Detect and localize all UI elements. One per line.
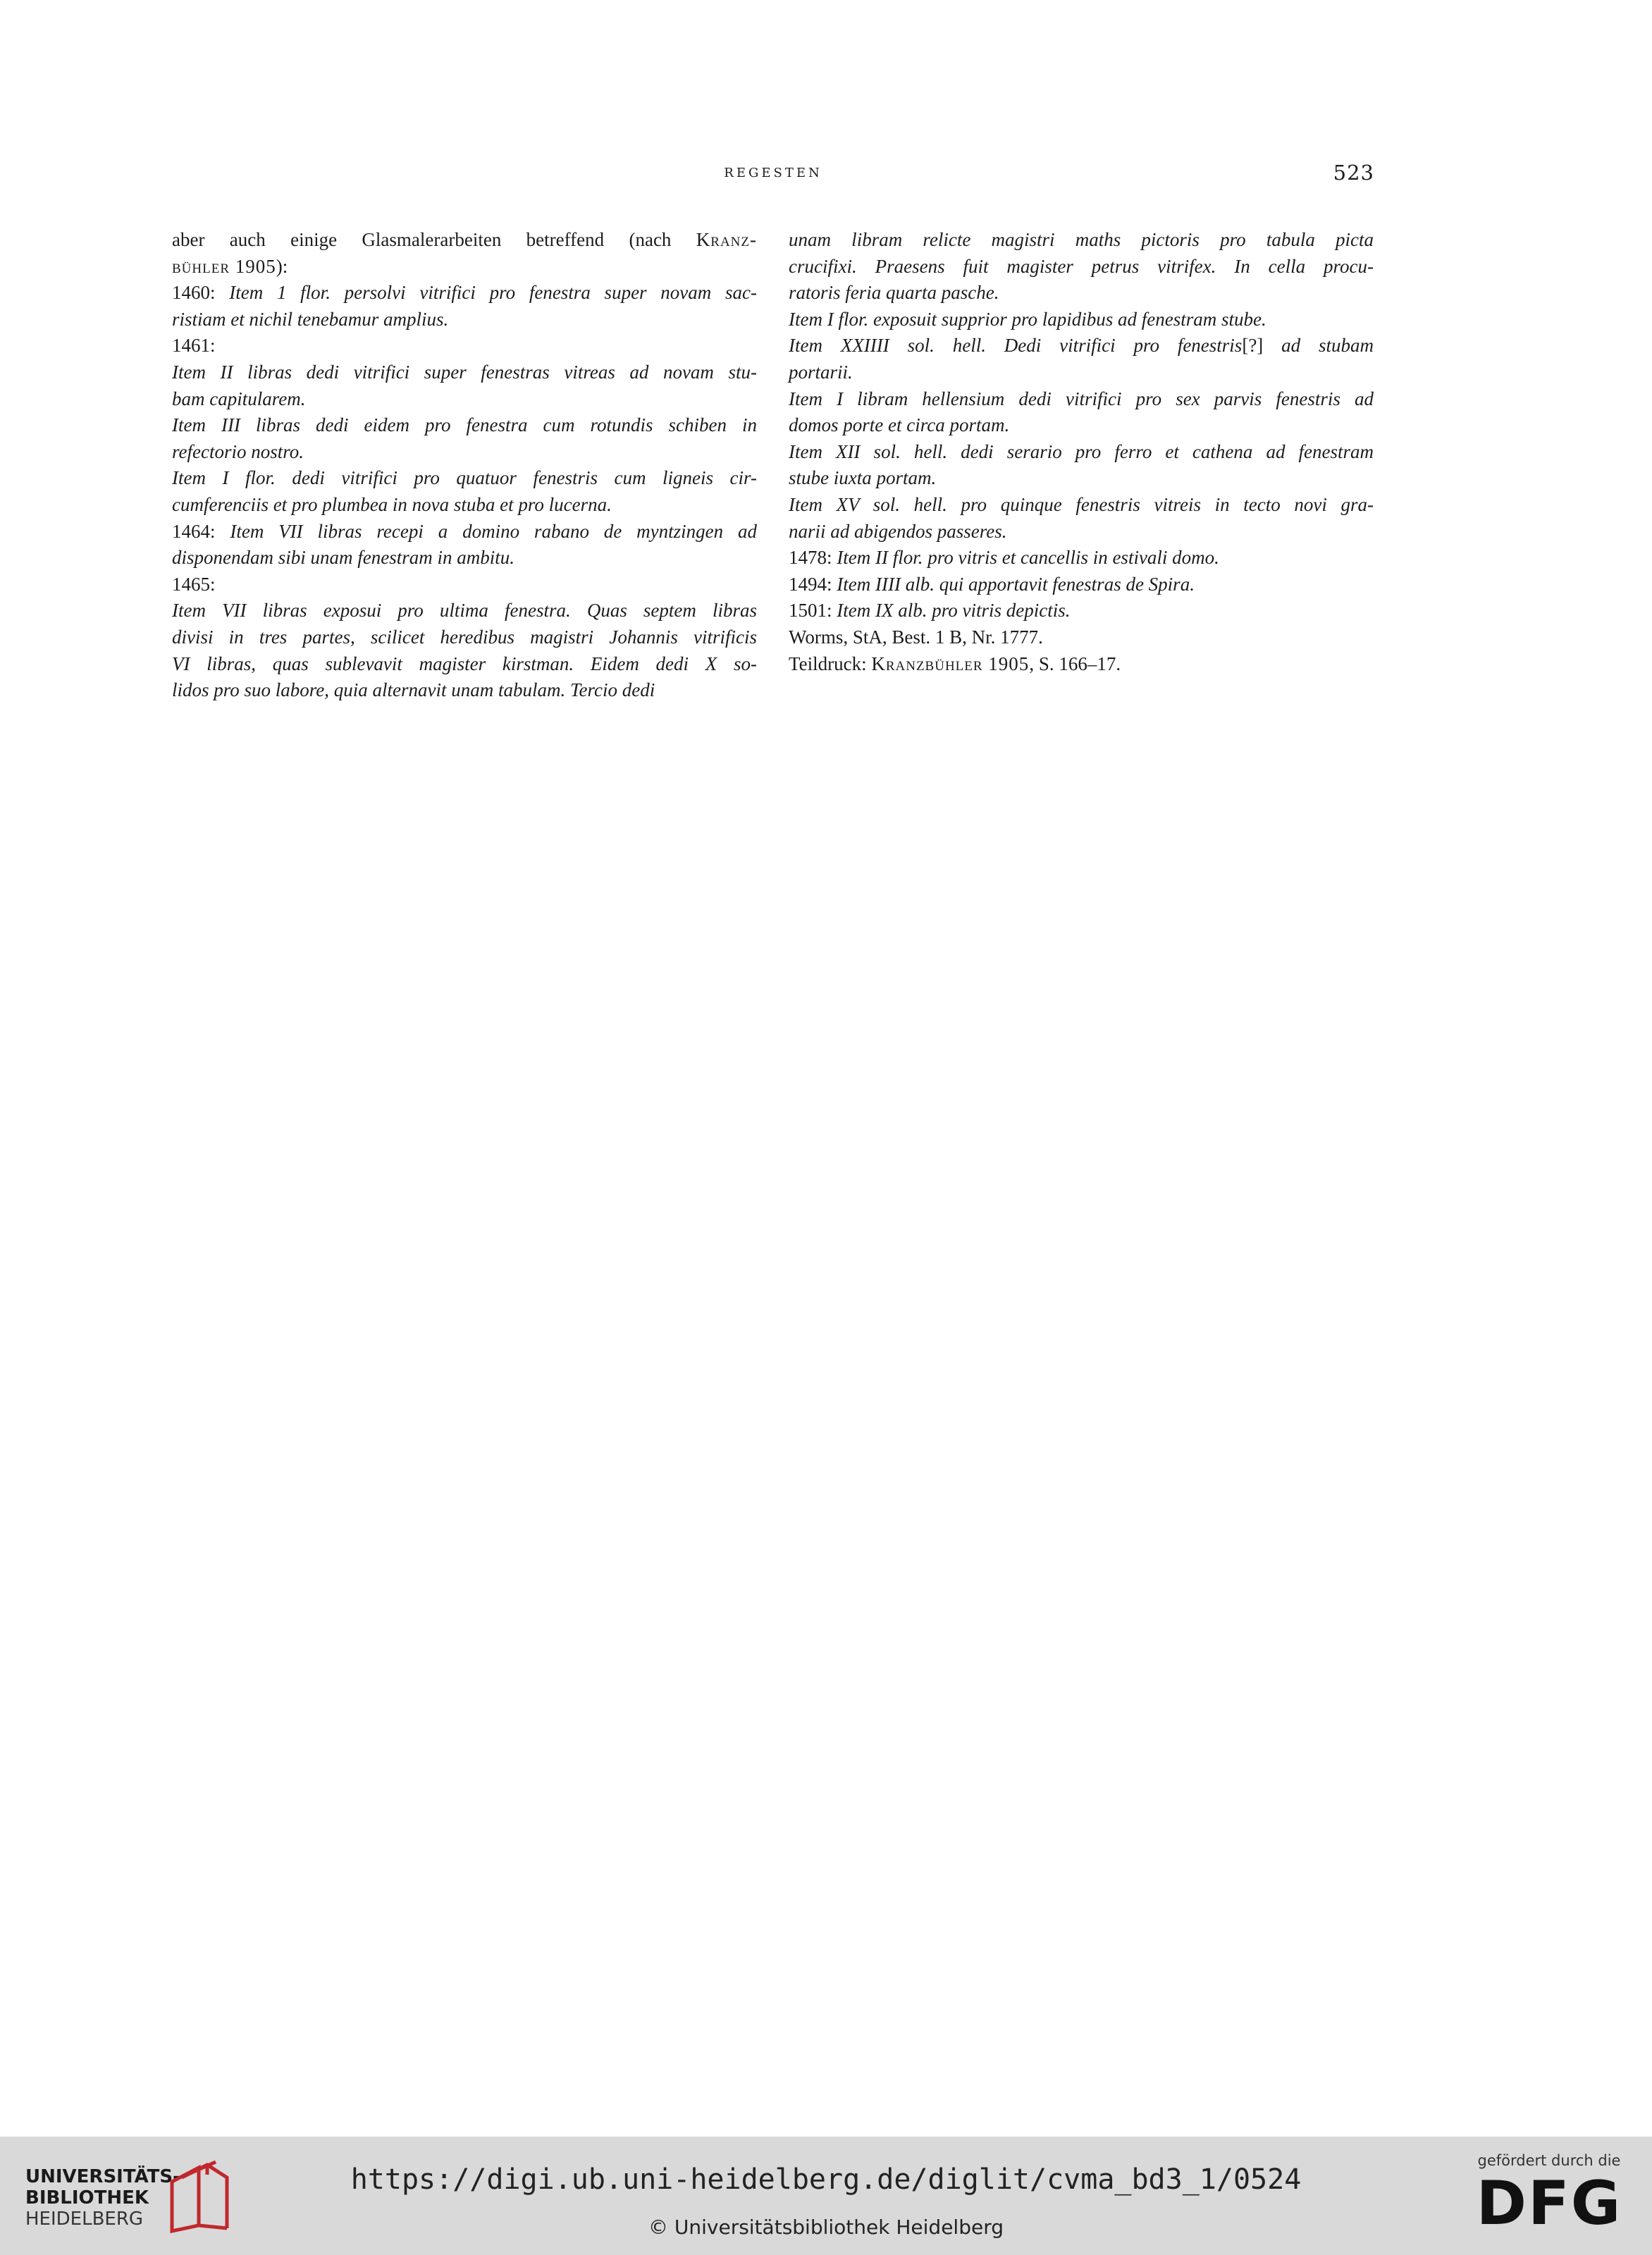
text-run: 1478: xyxy=(789,547,837,569)
text-line xyxy=(172,519,757,545)
text-line xyxy=(172,572,757,598)
text-run: 1501: xyxy=(789,600,837,622)
text-line xyxy=(172,677,757,704)
text-run: crucifixi. Praesens fuit magister petrus vitrifex. In cella procu- xyxy=(789,255,1374,277)
text-run: [?] xyxy=(1242,335,1282,357)
funding-label: gefördert durch die xyxy=(1477,2152,1621,2169)
text-run: Item I flor. dedi vitrifici pro quatuor fenestris cum ligneis cir- xyxy=(172,467,757,489)
text-run: Worms, StA, Best. 1 B, Nr. 1777. xyxy=(789,626,1043,648)
text-line xyxy=(789,545,1374,572)
text-line xyxy=(789,651,1374,678)
text-run: ): xyxy=(276,255,288,277)
text-run: Item XV sol. hell. pro quinque fenestris vitreis in tecto novi gra- xyxy=(789,493,1374,515)
left-column xyxy=(172,227,757,704)
text-run: Item XXIIII sol. hell. Dedi vitrifici pro fenestris xyxy=(789,335,1243,357)
text-run: ristiam et nichil tenebamur amplius. xyxy=(172,308,449,330)
text-run: bühler 1905 xyxy=(172,255,276,277)
text-line xyxy=(789,465,1374,492)
library-name-line1: UNIVERSITÄTS- xyxy=(25,2166,180,2187)
copyright-notice: © Universitätsbibliothek Heidelberg xyxy=(648,2216,1004,2239)
text-run: Item I flor. exposuit supprior pro lapidibus ad fenestram stube. xyxy=(789,308,1266,330)
text-line xyxy=(789,307,1374,333)
text-run: 1465: xyxy=(172,573,216,595)
text-run: Item II flor. pro vitris et cancellis in estivali domo. xyxy=(837,547,1219,569)
text-run: bam capitularem. xyxy=(172,388,306,409)
text-line xyxy=(172,651,757,678)
text-run: disponendam sibi unam fenestram in ambitu. xyxy=(172,547,514,569)
text-line xyxy=(789,333,1374,359)
text-line xyxy=(789,254,1374,280)
text-line xyxy=(172,254,757,280)
text-line xyxy=(172,333,757,359)
text-line xyxy=(789,572,1374,598)
text-line xyxy=(172,465,757,492)
text-line xyxy=(789,624,1374,651)
text-line xyxy=(172,492,757,519)
funder-block[interactable] xyxy=(1472,2152,1627,2244)
text-run: aber auch einige Glasmalerarbeiten betreffend (nach xyxy=(172,229,696,250)
dfg-logo: DFG xyxy=(1476,2168,1622,2239)
text-line xyxy=(172,280,757,307)
text-run: Kranz- xyxy=(696,229,757,250)
text-run: 1494: xyxy=(789,573,837,595)
text-run: cumferenciis et pro plumbea in nova stuba et pro lucerna. xyxy=(172,493,612,515)
text-run: Item III libras dedi eidem pro fenestra cum rotundis schiben in xyxy=(172,414,757,436)
text-line xyxy=(789,598,1374,624)
text-run: 1461: xyxy=(172,335,216,357)
text-line xyxy=(172,359,757,386)
text-line xyxy=(172,624,757,651)
text-run: Item II libras dedi vitrifici super fenestras vitreas ad novam stu- xyxy=(172,361,757,383)
permalink-url[interactable]: https://digi.ub.uni-heidelberg.de/diglit/cvma_bd3_1/0524 xyxy=(350,2163,1302,2196)
text-line xyxy=(789,519,1374,545)
text-line xyxy=(789,386,1374,413)
text-run: VI libras, quas sublevavit magister kirstman. Eidem dedi X so- xyxy=(172,653,757,674)
text-run: ratoris feria quarta pasche. xyxy=(789,282,999,304)
text-run: portarii. xyxy=(789,361,853,383)
text-run: 1464: xyxy=(172,520,230,542)
text-run: , S. 166–17. xyxy=(1029,653,1121,674)
text-run: refectorio nostro. xyxy=(172,440,304,462)
text-line xyxy=(789,227,1374,254)
text-line xyxy=(789,412,1374,439)
text-line xyxy=(172,412,757,439)
text-run: Item I libram hellensium dedi vitrifici pro sex parvis fenestris ad xyxy=(789,388,1374,409)
text-run: divisi in tres partes, scilicet heredibus magistri Johannis vitrificis xyxy=(172,626,757,648)
text-run: lidos pro suo labore, quia alternavit unam tabulam. Tercio dedi xyxy=(172,679,655,701)
page-number: 523 xyxy=(1333,161,1374,185)
text-run: Item XII sol. hell. dedi serario pro ferro et cathena ad fenestram xyxy=(789,440,1374,462)
text-run: Item VII libras recepi a domino rabano de myntzingen ad xyxy=(230,520,757,542)
text-line xyxy=(789,439,1374,466)
text-line xyxy=(789,280,1374,307)
text-run: stube iuxta portam. xyxy=(789,467,937,489)
text-run: Kranzbühler 1905 xyxy=(871,653,1030,674)
text-line xyxy=(172,227,757,254)
text-run: Item VII libras exposui pro ultima fenestra. Quas septem libras xyxy=(172,600,757,622)
footer-bar xyxy=(0,2137,1652,2255)
text-run: 1460: xyxy=(172,282,230,304)
text-line xyxy=(789,492,1374,519)
running-head-title: regesten xyxy=(724,161,822,181)
library-name-line2: BIBLIOTHEK xyxy=(25,2187,149,2208)
text-run: domos porte et circa portam. xyxy=(789,414,1010,436)
text-line xyxy=(172,307,757,333)
text-run: Item 1 flor. persolvi vitrifici pro fenestra super novam sac- xyxy=(229,282,757,304)
library-name-line3: HEIDELBERG xyxy=(25,2208,144,2230)
text-run: narii ad abigendos passeres. xyxy=(789,520,1007,542)
text-run: Item IIII alb. qui apportavit fenestras de Spira. xyxy=(837,573,1195,595)
text-line xyxy=(172,386,757,413)
text-run: ad stubam xyxy=(1281,335,1374,357)
text-line xyxy=(789,359,1374,386)
text-run: Item IX alb. pro vitris depictis. xyxy=(837,600,1071,622)
right-column xyxy=(789,227,1374,677)
text-line xyxy=(172,545,757,572)
running-head xyxy=(172,161,1374,189)
text-line xyxy=(172,598,757,624)
text-run: unam libram relicte magistri maths pictoris pro tabula picta xyxy=(789,229,1374,250)
text-run: Teildruck: xyxy=(789,653,872,674)
text-line xyxy=(172,439,757,466)
